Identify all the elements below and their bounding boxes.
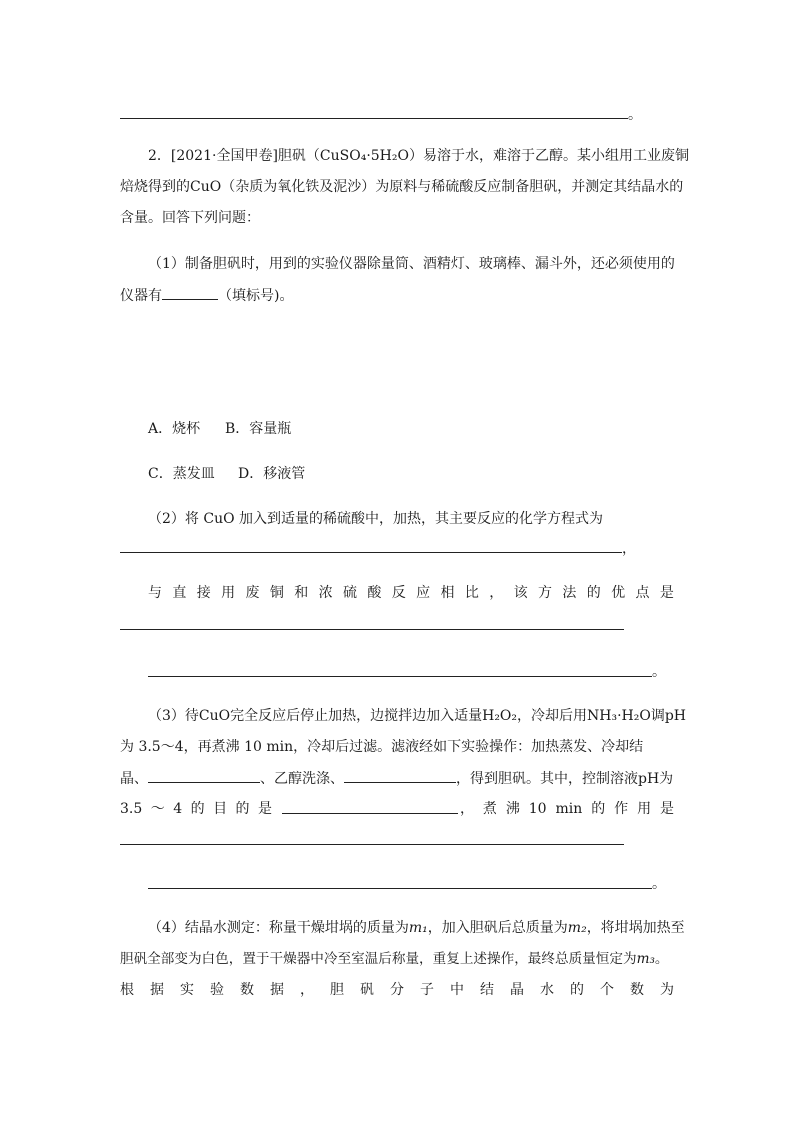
variable-m1: m₁ — [408, 920, 428, 936]
part-2-line-1: （2）将 CuO 加入到适量的稀硫酸中，加热，其主要反应的化学方程式为 — [148, 511, 604, 527]
text-char: 个 — [600, 982, 614, 998]
text-char: ， — [460, 801, 474, 817]
text-char: 结 — [480, 982, 494, 998]
text-segment: （4）结晶水测定：称量干燥坩埚的质量为 — [148, 920, 409, 936]
part-3-line-1: （3）待CuO完全反应后停止加热，边搅拌边加入适量H₂O₂，冷却后用NH₃·H₂O调pH — [148, 708, 687, 724]
text-char: 晶 — [510, 982, 524, 998]
period-mark: 。 — [628, 107, 642, 123]
text-char: 方 — [538, 585, 552, 601]
answer-line — [120, 844, 624, 845]
text-char: 相 — [440, 585, 455, 601]
part-1-line-1: （1）制备胆矾时，用到的实验仪器除量筒、酒精灯、玻璃棒、漏斗外，还必须使用的 — [148, 256, 675, 272]
text-char: min — [555, 801, 583, 817]
question-2-line-1: 2．[2021·全国甲卷]胆矾（CuSO₄·5H₂O）易溶于水，难溶于乙醇。某小组用工业废铜 — [148, 148, 689, 164]
text-char: 子 — [420, 982, 434, 998]
part-4-line-1 — [148, 918, 685, 938]
part-1-suffix: （填标号)。 — [218, 288, 294, 304]
answer-line — [148, 676, 652, 677]
text-char: 根 — [120, 982, 134, 998]
text-char: 实 — [180, 982, 194, 998]
question-2-line-2: 焙烧得到的CuO（杂质为氧化铁及泥沙）为原料与稀硫酸反应制备胆矾，并测定其结晶水的 — [120, 179, 684, 195]
text-char: 的 — [591, 801, 606, 817]
text-char: 和 — [294, 585, 309, 601]
text-char: 用 — [221, 585, 236, 601]
text-char: 废 — [245, 585, 260, 601]
text-char: 沸 — [505, 801, 520, 817]
text-char: 水 — [540, 982, 554, 998]
part-3-line-3 — [120, 768, 673, 789]
part-3-line-4-right — [460, 799, 674, 819]
answer-line — [120, 552, 622, 553]
text-char: 中 — [450, 982, 464, 998]
text-char: 分 — [390, 982, 404, 998]
text-char: 的 — [586, 585, 601, 601]
text-segment: 晶、 — [120, 771, 148, 787]
text-segment: ，将坩埚加热至 — [586, 920, 685, 936]
text-segment: ，加入胆矾后总质量为 — [427, 920, 568, 936]
text-char: ～ — [150, 801, 165, 817]
text-char: 10 — [528, 801, 547, 817]
text-char: 的 — [190, 801, 205, 817]
text-char: 4 — [173, 801, 183, 817]
text-char: 接 — [196, 585, 211, 601]
period-mark: 。 — [652, 876, 666, 892]
text-segment: 、乙醇洗涤、 — [260, 771, 344, 787]
text-char: 胆 — [330, 982, 344, 998]
text-char: 矾 — [360, 982, 374, 998]
answer-line — [120, 118, 628, 119]
text-char: 目 — [213, 801, 228, 817]
part-3-line-2: 为 3.5～4，再煮沸 10 min，冷却后过滤。滤液经如下实验操作：加热蒸发、冷却结 — [120, 739, 644, 755]
option-c: C．蒸发皿 — [148, 466, 215, 482]
text-char: 3.5 — [120, 801, 143, 817]
text-char: 是 — [659, 801, 674, 817]
period-mark: 。 — [652, 664, 666, 680]
text-char: ， — [489, 585, 504, 601]
text-char: 浓 — [318, 585, 333, 601]
text-segment: 胆矾全部变为白色，置于干燥器中冷至室温后称量，重复上述操作，最终总质量恒定为 — [120, 951, 637, 967]
part-4-line-3 — [120, 980, 674, 1000]
question-2-line-3: 含量。回答下列问题： — [120, 210, 260, 226]
answer-blank — [148, 768, 260, 783]
text-char: 优 — [611, 585, 626, 601]
answer-blank — [344, 768, 456, 783]
option-b: B．容量瓶 — [225, 421, 292, 437]
text-char: 是 — [258, 801, 272, 817]
comma-mark: ， — [622, 541, 636, 557]
part-1-line-2 — [120, 285, 293, 306]
option-d: D．移液管 — [238, 466, 306, 482]
text-char: 硫 — [343, 585, 357, 601]
text-char: ， — [300, 982, 314, 998]
text-segment: ，得到胆矾。其中，控制溶液pH为 — [456, 771, 674, 787]
text-char: 据 — [270, 982, 284, 998]
variable-m3: m₃ — [636, 951, 655, 967]
text-char: 酸 — [367, 585, 382, 601]
part-3-line-4-left — [120, 799, 272, 819]
answer-line — [120, 629, 624, 630]
text-char: 用 — [637, 801, 652, 817]
text-char: 应 — [416, 585, 431, 601]
text-char: 该 — [513, 585, 528, 601]
text-char: 数 — [240, 982, 254, 998]
text-char: 比 — [464, 585, 479, 601]
part-2-line-3 — [148, 583, 674, 603]
answer-blank — [282, 799, 458, 814]
text-char: 据 — [150, 982, 164, 998]
text-char: 的 — [235, 801, 250, 817]
option-a: A．烧杯 — [148, 421, 201, 437]
text-char: 的 — [570, 982, 584, 998]
text-char: 点 — [635, 585, 650, 601]
answer-blank — [162, 285, 218, 300]
text-char: 直 — [172, 585, 187, 601]
text-char: 法 — [562, 585, 577, 601]
answer-line — [148, 888, 652, 889]
text-char: 是 — [659, 585, 674, 601]
text-char: 铜 — [269, 585, 284, 601]
text-char: 数 — [630, 982, 644, 998]
text-char: 与 — [148, 585, 162, 601]
text-segment: 。 — [654, 951, 669, 967]
text-char: 反 — [391, 585, 406, 601]
text-char: 验 — [210, 982, 224, 998]
text-char: 为 — [660, 982, 674, 998]
text-char: 煮 — [482, 801, 497, 817]
variable-m2: m₂ — [567, 920, 587, 936]
part-4-line-2 — [120, 949, 669, 969]
part-1-prefix: 仪器有 — [120, 288, 162, 304]
text-char: 作 — [614, 801, 629, 817]
